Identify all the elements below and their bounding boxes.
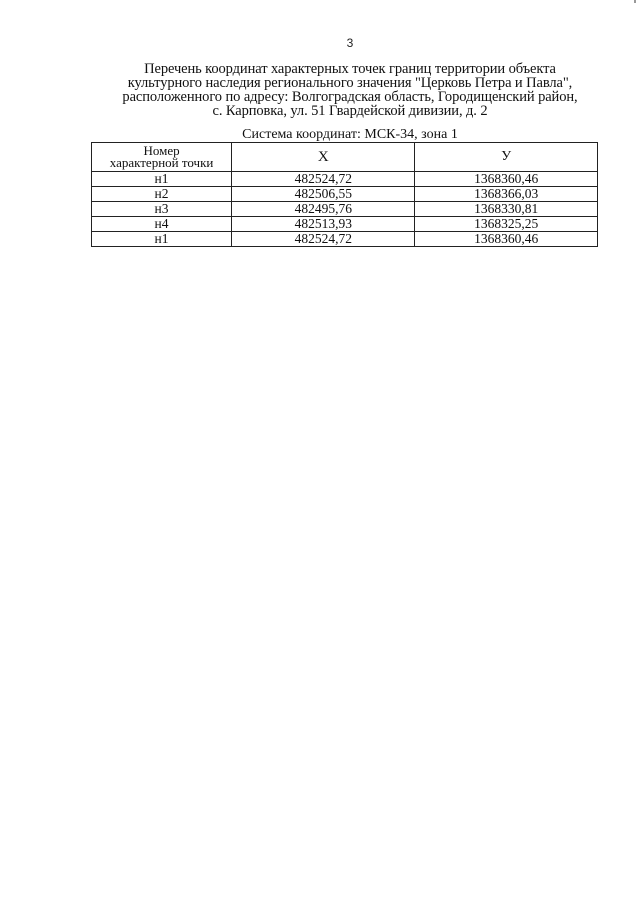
document-title [80, 62, 620, 118]
cell-point: н2 [92, 187, 232, 202]
cell-y: 1368325,25 [415, 217, 598, 232]
header-point-number-line-2: характерной точки [109, 155, 214, 170]
title-line-3: расположенного по адресу: Волгоградская область, Городищенский район, [122, 89, 578, 105]
table-header-row [92, 143, 598, 172]
coordinates-table [91, 142, 598, 247]
scan-artifact [634, 0, 636, 3]
cell-point: н3 [92, 202, 232, 217]
coordinate-system-label: Система координат: МСК-34, зона 1 [242, 127, 458, 142]
cell-y: 1368330,81 [415, 202, 598, 217]
table-row [92, 187, 598, 202]
header-y: У [415, 143, 598, 172]
cell-y: 1368360,46 [415, 232, 598, 247]
page-number: 3 [346, 36, 354, 50]
header-point-number-line-1: Номер [143, 143, 180, 158]
title-line-1: Перечень координат характерных точек границ территории объекта [144, 61, 556, 77]
table-row [92, 217, 598, 232]
cell-x: 482495,76 [232, 202, 415, 217]
header-x: X [232, 143, 415, 172]
header-point-number [92, 143, 232, 172]
cell-point: н4 [92, 217, 232, 232]
table-row [92, 202, 598, 217]
cell-x: 482506,55 [232, 187, 415, 202]
cell-x: 482524,72 [232, 232, 415, 247]
cell-y: 1368360,46 [415, 172, 598, 187]
cell-x: 482513,93 [232, 217, 415, 232]
cell-x: 482524,72 [232, 172, 415, 187]
cell-y: 1368366,03 [415, 187, 598, 202]
title-line-2: культурного наследия регионального значения "Церковь Петра и Павла", [127, 75, 573, 91]
cell-point: н1 [92, 172, 232, 187]
table-row [92, 232, 598, 247]
cell-point: н1 [92, 232, 232, 247]
table-row [92, 172, 598, 187]
title-line-4: с. Карповка, ул. 51 Гвардейской дивизии, д. 2 [212, 103, 488, 119]
